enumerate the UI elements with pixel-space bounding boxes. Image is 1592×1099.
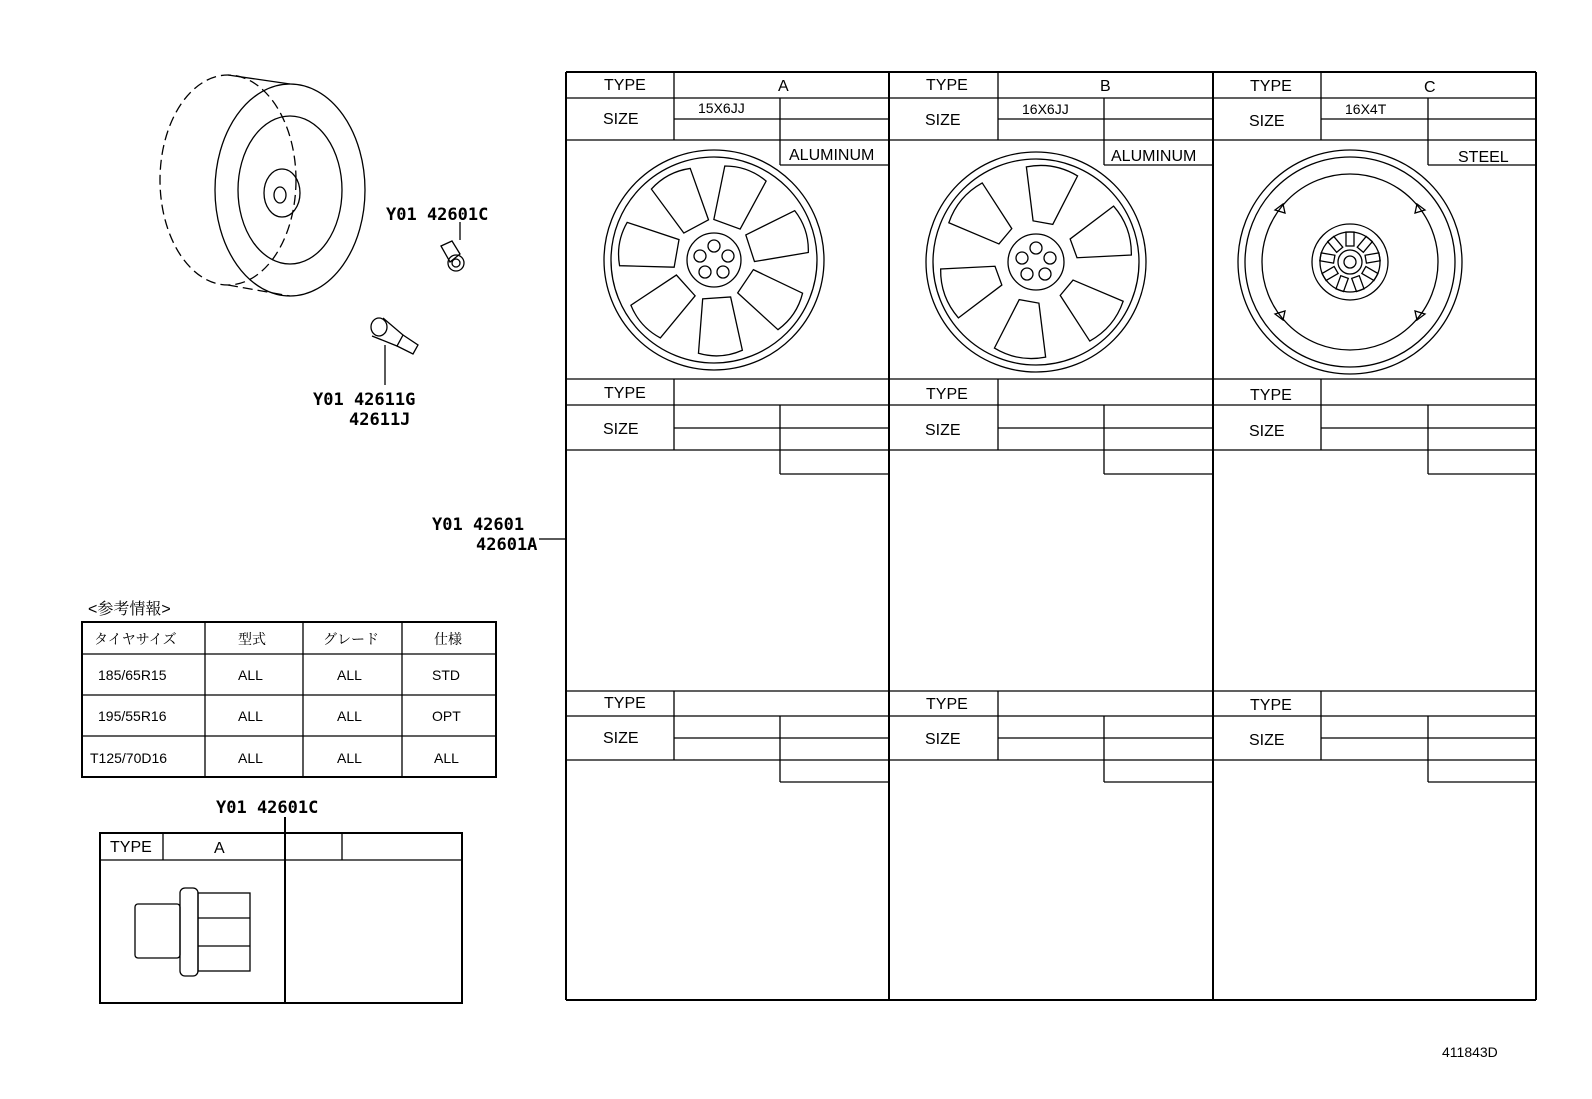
ref-r3-c1: T125/70D16 [90, 750, 168, 766]
type-b-label: TYPE [926, 77, 968, 94]
ref-r1-c1: 185/65R15 [98, 667, 167, 683]
row2-type-a: TYPE [604, 385, 646, 402]
row3-type-b: TYPE [926, 696, 968, 713]
center-cap-illustration [441, 222, 464, 271]
valve-callout-1: Y01 42611G [313, 390, 416, 410]
type-a-value: A [778, 78, 789, 95]
ref-r2-c3: ALL [337, 708, 362, 724]
cap-callout: Y01 42601C [386, 205, 489, 225]
wheel-b-illustration [926, 152, 1146, 372]
ref-r3-c3: ALL [337, 750, 362, 766]
wheel-grid-lines [553, 72, 1536, 1000]
size-a-value: 15X6JJ [698, 100, 745, 116]
ref-header-model: 型式 [238, 631, 266, 647]
material-b: ALUMINUM [1111, 148, 1197, 165]
nut-type-value: A [214, 840, 225, 857]
ref-header-tire-size: タイヤサイズ [94, 631, 177, 647]
row2-size-c: SIZE [1249, 423, 1285, 440]
ref-r2-c4: OPT [432, 708, 461, 724]
size-c-label: SIZE [1249, 113, 1285, 130]
ref-r3-c4: ALL [434, 750, 459, 766]
type-c-value: C [1424, 79, 1436, 96]
ref-header-grade: グレード [323, 631, 379, 647]
valve-stem-illustration [371, 318, 418, 385]
type-c-label: TYPE [1250, 78, 1292, 95]
row2-size-a: SIZE [603, 421, 639, 438]
row2-size-b: SIZE [925, 422, 961, 439]
wheel-assembly-illustration [160, 75, 365, 296]
nut-type-label: TYPE [110, 839, 152, 856]
ref-r1-c4: STD [432, 667, 460, 683]
row2-type-c: TYPE [1250, 387, 1292, 404]
ref-r2-c1: 195/55R16 [98, 708, 167, 724]
ref-r3-c2: ALL [238, 750, 263, 766]
row3-size-c: SIZE [1249, 732, 1285, 749]
ref-r2-c2: ALL [238, 708, 263, 724]
nut-callout: Y01 42601C [216, 798, 319, 818]
wheel-c-illustration [1238, 150, 1462, 374]
wheel-a-illustration [604, 150, 824, 370]
diagram-code: 411843D [1442, 1044, 1498, 1060]
size-a-label: SIZE [603, 111, 639, 128]
row3-size-a: SIZE [603, 730, 639, 747]
row2-type-b: TYPE [926, 386, 968, 403]
lug-nut-illustration [135, 888, 250, 976]
size-b-value: 16X6JJ [1022, 101, 1069, 117]
reference-heading: <参考情報> [88, 601, 171, 618]
material-a: ALUMINUM [789, 147, 875, 164]
material-c: STEEL [1458, 149, 1509, 166]
row3-size-b: SIZE [925, 731, 961, 748]
size-c-value: 16X4T [1345, 101, 1387, 117]
ref-header-spec: 仕様 [434, 631, 462, 647]
wheel-callout-2: 42601A [476, 535, 538, 555]
size-b-label: SIZE [925, 112, 961, 129]
lug-nut-box [100, 817, 462, 1003]
row3-type-c: TYPE [1250, 697, 1292, 714]
ref-r1-c3: ALL [337, 667, 362, 683]
ref-r1-c2: ALL [238, 667, 263, 683]
row3-type-a: TYPE [604, 695, 646, 712]
type-b-value: B [1100, 78, 1111, 95]
wheel-callout-1: Y01 42601 [432, 515, 525, 535]
type-a-label: TYPE [604, 77, 646, 94]
valve-callout-2: 42611J [349, 410, 411, 430]
